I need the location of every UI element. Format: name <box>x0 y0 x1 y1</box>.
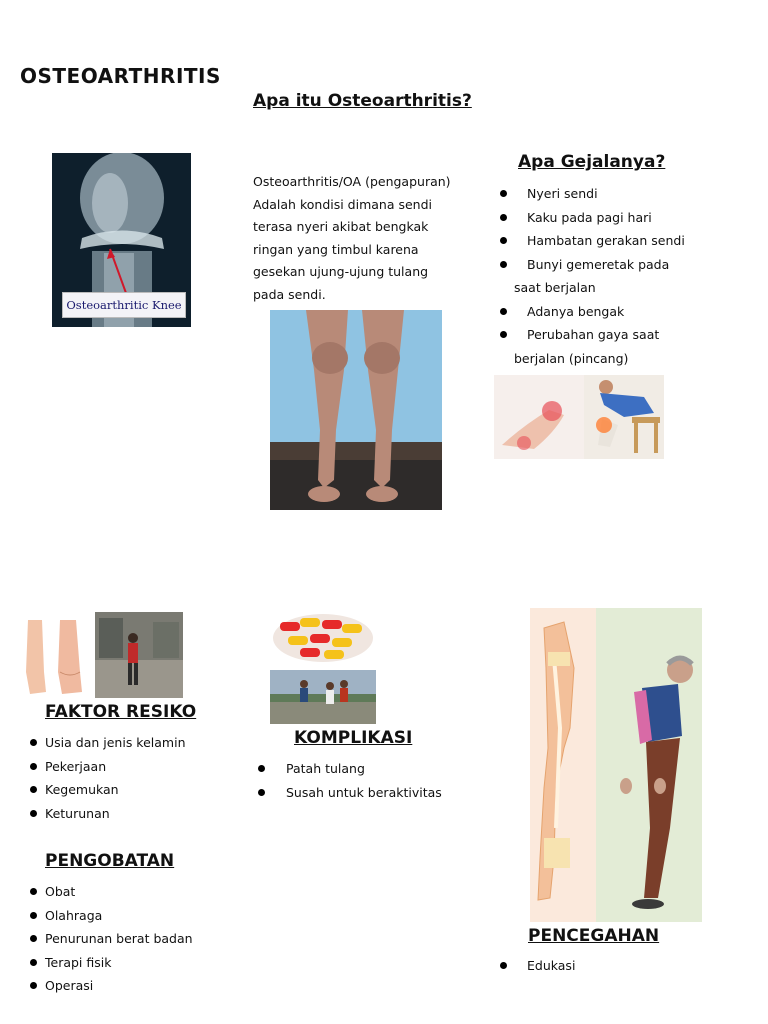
swollen-foot-image <box>20 612 92 698</box>
knee-pain-photo <box>494 375 664 459</box>
prevention-list <box>498 954 698 978</box>
about-body: Osteoarthritis/OA (pengapuran) Adalah kondisi dimana sendi terasa nyeri akibat bengkak ringan yang timbul karena gesekan ujung-ujung tulang pada sendi. <box>253 174 451 302</box>
list-item: Terapi fisik <box>30 951 240 975</box>
about-heading: Apa itu Osteoarthritis? <box>253 91 472 111</box>
runners-photo <box>270 670 376 724</box>
list-item: Olahraga <box>30 904 240 928</box>
elderly-man-illustration <box>530 608 702 922</box>
xray-caption: Osteoarthritic Knee <box>62 292 186 318</box>
list-item: Kaku pada pagi hari <box>498 206 698 230</box>
list-item: Usia dan jenis kelamin <box>30 731 240 755</box>
list-item: Keturunan <box>30 802 240 826</box>
list-item: Susah untuk beraktivitas <box>256 781 476 805</box>
complications-heading: KOMPLIKASI <box>294 728 413 748</box>
list-item: Bunyi gemeretak pada saat berjalan <box>498 253 698 300</box>
symptoms-heading: Apa Gejalanya? <box>518 152 666 172</box>
risk-factors-heading: FAKTOR RESIKO <box>45 702 197 722</box>
list-item: Adanya bengak <box>498 300 698 324</box>
risk-factors-list <box>30 731 240 825</box>
list-item: Edukasi <box>498 954 698 978</box>
list-item: Hambatan gerakan sendi <box>498 229 698 253</box>
legs-photo <box>270 310 442 510</box>
list-item: Penurunan berat badan <box>30 927 240 951</box>
prevention-heading: PENCEGAHAN <box>528 926 660 946</box>
list-item: Perubahan gaya saat berjalan (pincang) <box>498 323 698 370</box>
complications-list <box>256 757 476 804</box>
treatment-heading: PENGOBATAN <box>45 851 175 871</box>
page-title: OSTEOARTHRITIS <box>20 64 221 88</box>
list-item: Kegemukan <box>30 778 240 802</box>
symptoms-list <box>498 182 698 370</box>
list-item: Patah tulang <box>256 757 476 781</box>
pills-photo <box>270 608 376 664</box>
street-walker-photo <box>95 612 183 698</box>
treatment-list <box>30 880 240 998</box>
list-item: Pekerjaan <box>30 755 240 779</box>
list-item: Nyeri sendi <box>498 182 698 206</box>
list-item: Operasi <box>30 974 240 998</box>
list-item: Obat <box>30 880 240 904</box>
